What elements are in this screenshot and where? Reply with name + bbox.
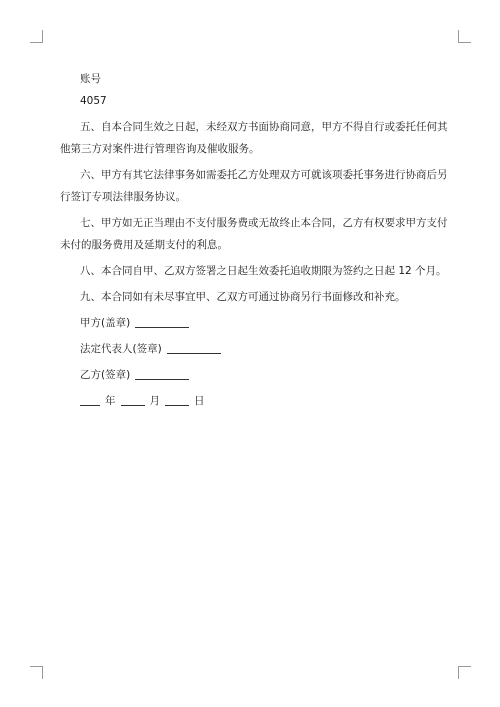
account-label: 账号 (80, 73, 101, 85)
legal-rep-blank (167, 341, 221, 354)
crop-mark-bottom-right (458, 666, 471, 679)
clause-line: 九、本合同如有未尽事宜甲、乙双方可通过协商另行书面修改和补充。 (80, 291, 406, 303)
clause-line: 未付的服务费用及延期支付的利息。 (60, 239, 228, 251)
document-body (60, 68, 448, 416)
legal-rep-label: 法定代表人(签章) (80, 343, 162, 355)
party-b-blank (135, 367, 189, 380)
day-blank (165, 393, 189, 406)
party-a-signature (60, 312, 440, 334)
clause-6 (60, 164, 448, 208)
crop-mark-top-left (30, 30, 43, 43)
legal-rep-signature (60, 338, 440, 360)
clause-line: 他第三方对案件进行管理咨询及催收服务。 (60, 143, 260, 155)
day-label: 日 (194, 395, 205, 407)
account-number: 4057 (80, 95, 107, 107)
year-blank (80, 393, 100, 406)
clause-7 (60, 212, 448, 256)
clause-line: 八、本合同自甲、乙双方签署之日起生效委托追收期限为签约之日起 12 个月。 (80, 265, 447, 277)
party-a-blank (135, 315, 189, 328)
clause-line: 五、自本合同生效之日起，未经双方书面协商同意，甲方不得自行或委托任何其 (80, 121, 448, 133)
month-label: 月 (149, 395, 160, 407)
clause-8 (60, 260, 447, 282)
clause-5 (60, 116, 448, 160)
clause-line: 七、甲方如无正当理由不支付服务费或无故终止本合同，乙方有权要求甲方支付 (80, 217, 448, 229)
year-label: 年 (105, 395, 116, 407)
party-b-signature (60, 364, 440, 386)
month-blank (121, 393, 145, 406)
crop-mark-bottom-left (30, 666, 43, 679)
clause-9 (60, 286, 440, 308)
clause-line: 六、甲方有其它法律事务如需委托乙方处理双方可就该项委托事务进行协商后另 (80, 169, 448, 181)
party-a-label: 甲方(盖章) (80, 317, 131, 329)
date-line (60, 390, 440, 412)
party-b-label: 乙方(签章) (80, 369, 131, 381)
clause-line: 行签订专项法律服务协议。 (60, 191, 186, 203)
crop-mark-top-right (458, 30, 471, 43)
